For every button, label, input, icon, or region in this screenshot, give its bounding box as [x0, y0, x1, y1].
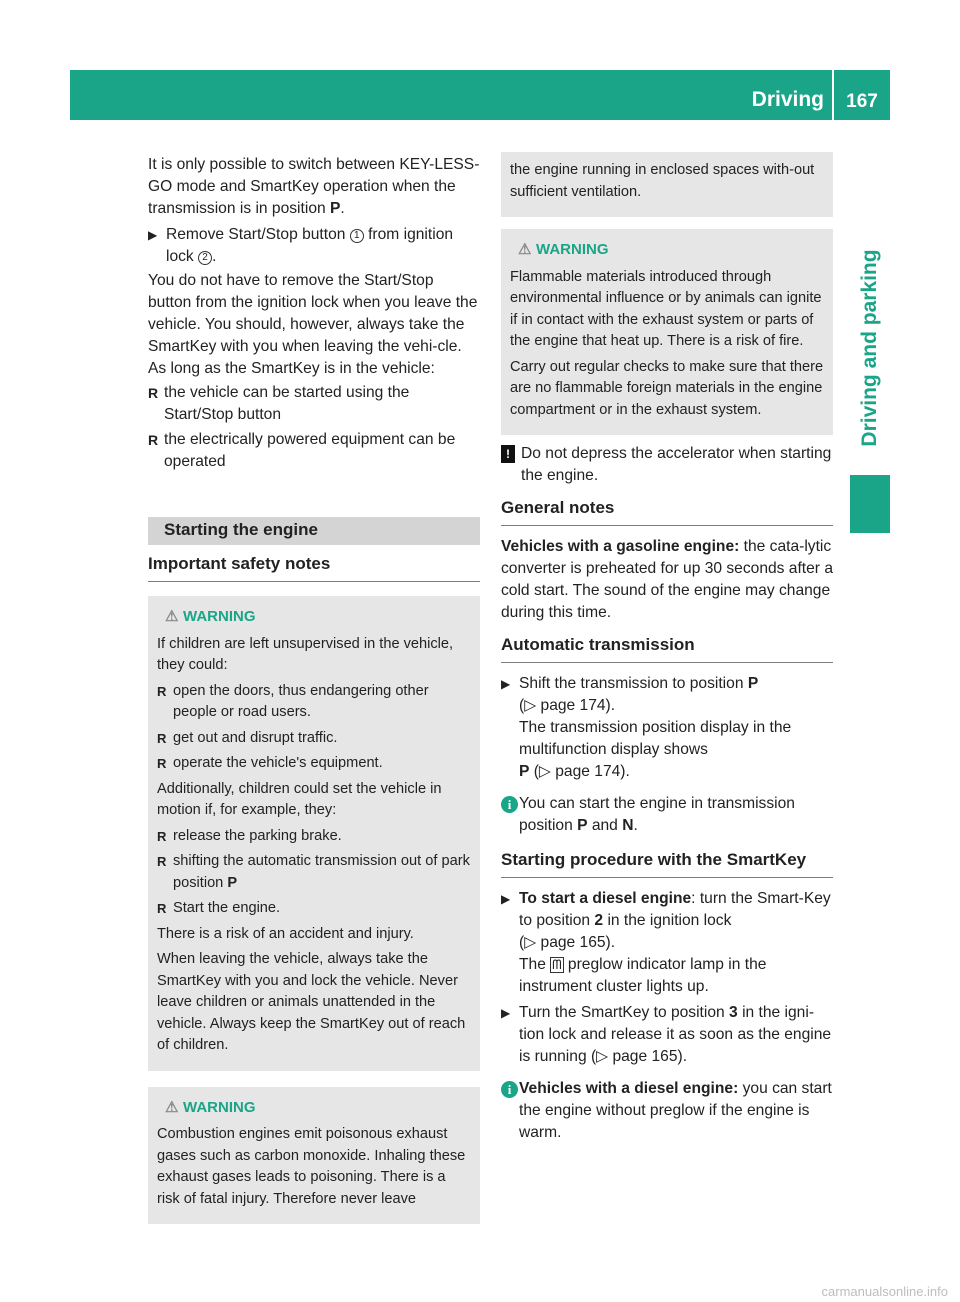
position-label: 3	[729, 1004, 738, 1021]
text: WARNING	[183, 1098, 256, 1116]
position-label: P	[747, 675, 759, 692]
text: the electrically powered equipment can be operated	[164, 431, 456, 470]
text: You can start the engine in transmission position	[519, 795, 795, 834]
paragraph: Flammable materials introduced through environmental influence or by animals can ignite if in contact with the exhaust system or parts of the engine that heat up. There is a risk of fire.	[510, 268, 822, 349]
text: you can start the engine without preglow if the engine is warm.	[519, 1080, 832, 1141]
paragraph: Combustion engines emit poisonous exhaust gases such as carbon monoxide. Inhaling these exhaust gases leads to poisoning. There is a risk of fatal injury. Therefore never leave	[157, 1126, 466, 1207]
position-label: 2	[594, 912, 604, 929]
warning-box	[501, 229, 833, 435]
callout-2-icon: 2	[198, 251, 212, 265]
warning-triangle-icon: ⚠	[518, 241, 532, 258]
list-item	[157, 681, 472, 724]
side-tab-label: Driving and parking	[858, 249, 881, 447]
info-note	[501, 1078, 833, 1144]
instruction-step	[501, 1002, 833, 1068]
subsection-heading: Automatic transmission	[501, 634, 833, 663]
list-item	[148, 382, 480, 426]
text: Remove Start/Stop button	[166, 226, 350, 243]
position-label: P	[227, 874, 238, 891]
info-icon: i	[501, 796, 518, 813]
paragraph: When leaving the vehicle, always take the SmartKey with you and lock the vehicle. Never leave children or animals unattended in the vehicle. Always keep the SmartKey out of reach of children.	[157, 951, 466, 1053]
page-reference[interactable]: (▷ page 165).	[519, 934, 616, 951]
text: Turn the SmartKey to position	[519, 1004, 730, 1021]
text: Vehicles with a gasoline engine:	[501, 538, 740, 555]
page-reference[interactable]: (▷ page 174).	[529, 763, 630, 780]
page-reference[interactable]: (▷ page 174).	[519, 697, 616, 714]
step-arrow-icon: ▶	[501, 677, 511, 691]
bullet-icon: R	[157, 828, 167, 844]
text: To start a diesel engine	[519, 890, 692, 907]
list-item	[157, 898, 472, 920]
list-item	[157, 753, 472, 775]
text: .	[633, 817, 638, 834]
text: open the doors, thus endangering other people or road users.	[173, 682, 429, 720]
list-item	[157, 728, 472, 750]
bullet-icon: R	[157, 683, 167, 699]
paragraph: You do not have to remove the Start/Stop button from the ignition lock when you leave the vehicle. You should, however, always take the SmartKey with you when leaving the vehi-cle. As long as the SmartKey is in the vehicle:	[148, 272, 478, 377]
bullet-icon: R	[148, 432, 159, 448]
paragraph: There is a risk of an accident and injury.	[157, 925, 414, 942]
paragraph: If children are left unsupervised in the vehicle, they could:	[157, 635, 454, 673]
bullet-icon: R	[157, 901, 167, 916]
text: Vehicles with a diesel engine:	[519, 1080, 739, 1097]
instruction-step	[501, 673, 833, 783]
step-arrow-icon: ▶	[501, 892, 511, 906]
callout-1-icon: 1	[350, 229, 364, 243]
text: Shift the transmission to position	[519, 675, 748, 692]
bullet-icon: R	[157, 730, 167, 746]
subsection-heading: Important safety notes	[148, 553, 480, 582]
chapter-title: Driving	[751, 88, 824, 111]
list-item	[148, 429, 480, 473]
subsection-heading: General notes	[501, 497, 833, 526]
info-icon: i	[501, 1081, 518, 1098]
position-label: P	[519, 763, 530, 780]
bullet-icon: R	[157, 756, 167, 771]
text: .	[212, 248, 217, 265]
warning-box	[148, 1087, 480, 1225]
text: release the parking brake.	[173, 827, 342, 844]
text: in the ignition lock	[603, 912, 732, 929]
text: from ignition lock	[166, 226, 454, 265]
text: The	[519, 956, 551, 973]
step-arrow-icon: ▶	[501, 1006, 511, 1020]
side-tab-marker	[850, 475, 890, 533]
paragraph: Carry out regular checks to make sure that there are no flammable foreign materials in the engine compartment or in the exhaust system.	[510, 358, 824, 418]
warning-triangle-icon: ⚠	[165, 1098, 179, 1116]
warning-box-continued	[501, 152, 833, 217]
text: the cata-lytic converter is preheated for up 30 seconds after a cold start. The sound of the engine may change during this time.	[501, 538, 833, 621]
text: preglow indicator lamp in the instrument cluster lights up.	[519, 956, 767, 995]
text: The transmission position display in the multifunction display shows	[519, 719, 792, 758]
position-label: P	[330, 200, 341, 217]
text: It is only possible to switch between KEY-LESS-GO mode and SmartKey operation when the transmission is in position	[148, 156, 480, 217]
text: the vehicle can be started using the Start/Stop button	[164, 384, 410, 423]
text: operate the vehicle's equipment.	[173, 755, 383, 771]
warning-heading	[165, 1097, 472, 1119]
position-label: N	[622, 817, 634, 834]
list-item	[157, 851, 472, 894]
text: .	[340, 200, 345, 217]
bullet-icon: R	[148, 385, 159, 401]
text: Start the engine.	[173, 900, 281, 916]
position-label: P	[577, 817, 588, 834]
notice	[501, 443, 833, 487]
paragraph: the engine running in enclosed spaces with-out sufficient ventilation.	[510, 162, 815, 200]
text: WARNING	[183, 608, 256, 625]
bullet-icon: R	[157, 854, 167, 869]
instruction-step	[501, 888, 833, 998]
subsection-heading: Starting procedure with the SmartKey	[501, 849, 833, 878]
warning-triangle-icon: ⚠	[165, 608, 179, 625]
text: Do not depress the accelerator when starting the engine.	[521, 445, 832, 484]
text: get out and disrupt traffic.	[173, 729, 338, 746]
notice-exclamation-icon: !	[501, 445, 515, 463]
section-heading: Starting the engine	[148, 517, 480, 545]
text: : turn the Smart-Key to position	[519, 890, 831, 929]
warning-heading	[165, 606, 472, 628]
instruction-step	[148, 224, 480, 268]
text: shifting the automatic transmission out of park position	[173, 853, 470, 891]
page-number: 167	[846, 91, 878, 112]
right-column	[501, 154, 833, 1144]
paragraph: Additionally, children could set the vehicle in motion if, for example, they:	[157, 780, 442, 818]
header-band	[70, 70, 832, 120]
text: WARNING	[536, 241, 609, 258]
watermark: carmanualsonline.info	[821, 1284, 948, 1299]
text: and	[587, 817, 623, 834]
paragraph	[148, 154, 480, 220]
warning-box	[148, 596, 480, 1071]
step-arrow-icon: ▶	[148, 228, 158, 242]
paragraph	[501, 536, 833, 624]
left-column	[148, 154, 480, 1224]
text: in the igni-tion lock and release it as soon as the engine is running (▷ page 165).	[519, 1004, 832, 1065]
info-note	[501, 793, 833, 837]
warning-heading	[518, 239, 825, 261]
list-item	[157, 826, 472, 848]
preglow-lamp-icon: ᗰ	[552, 957, 562, 972]
